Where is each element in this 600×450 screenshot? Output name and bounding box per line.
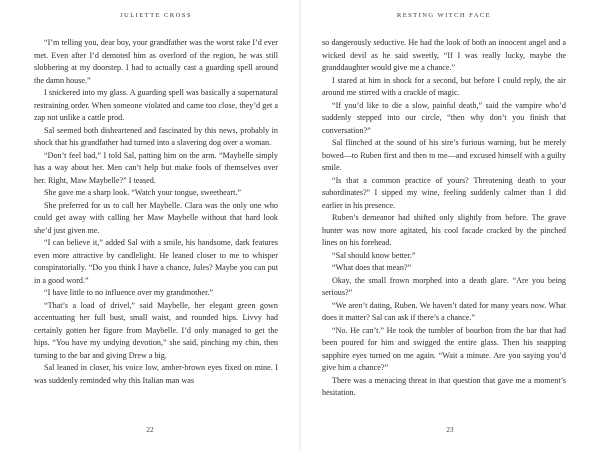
paragraph: “That’s a load of drivel,” said Maybelle, her elegant green gown accentuating her full bust, small waist, and rounded hips. Livvy had certainly gotten her figure from Maybelle. I’d only managed to get the hips. “You have my undying devotion,” she said, pinching my chin, then turning to the bar and giving Drew a big.: [34, 300, 278, 360]
paragraph: Okay, the small frown morphed into a death glare. “Are you being serious?”: [322, 275, 566, 297]
paragraph: “What does that mean?”: [332, 263, 412, 272]
right-page-body: [322, 37, 566, 397]
paragraph: She gave me a sharp look. “Watch your tongue, sweetheart.”: [44, 188, 241, 197]
paragraph-continued: so dangerously seductive. He had the look of both an innocent angel and a wicked devil as he said sweetly, “If I was really lucky, maybe the granddaughter would give me a chance.”: [322, 38, 566, 72]
paragraph: I snickered into my glass. A guarding spell was basically a supernatural restraining order. When someone violated and came too close, they’d get a zap not unlike a cattle prod.: [34, 88, 278, 122]
paragraph: I stared at him in shock for a second, but before I could reply, the air around me stirred with a crackle of magic.: [322, 75, 566, 97]
paragraph: Ruben’s demeanor had shifted only slightly from before. The grave hunter was now more agitated, his cool facade cracked by the pinched lines on his forehead.: [322, 213, 566, 247]
paragraph: There was a menacing threat in that question that gave me a moment’s hesitation.: [322, 375, 566, 397]
paragraph: “No. He can’t.” He took the tumbler of bourbon from the bar that had been poured for him and swigged the entire glass. Then his snapping sapphire eyes turned on me again. “Wait a minute. Are you saying you’d give him a chance?”: [322, 325, 566, 372]
running-head-title: RESTING WITCH FACE: [396, 12, 492, 19]
paragraph: Sal seemed both disheartened and fascinated by this news, probably in shock that his grandfather had turned into a slavering dog over a woman.: [34, 125, 278, 147]
right-page: [300, 0, 600, 450]
page-number-left: 22: [146, 426, 154, 434]
left-page-body: [34, 37, 278, 385]
paragraph: Sal flinched at the sound of his sire’s furious warning, but he merely bowed—to Ruben first and then to me—and excused himself with a guilty smile.: [322, 138, 566, 172]
paragraph: “If you’d like to die a slow, painful death,” said the vampire who’d suddenly stepped into our circle, “then why don’t you finish that conversation?”: [322, 100, 566, 135]
paragraph: “I’m telling you, dear boy, your grandfather was the worst rake I’d ever met. Even after I’d demoted him as overlord of the region, he was still slobbering at my doorstep. I had to actually cast a guarding spell around the damn house.”: [34, 38, 278, 85]
paragraph: “I can believe it,” added Sal with a smile, his handsome, dark features even more attractive by candlelight. He leaned closer to me to whisper conspiratorially. “Do you think I have a chance, Jules? Maybe you can put in a good word.”: [34, 238, 278, 285]
paragraph: “Don’t feel bad,” I told Sal, patting him on the arm. “Maybelle simply has a way about her. Men can’t help but make fools of themselves over her. Right, Maw Maybelle?” I teased.: [34, 150, 278, 185]
paragraph: “We aren’t dating, Ruben. We haven’t dated for many years now. What does it matter? Sal can ask if there’s a chance.”: [322, 300, 566, 322]
paragraph: She preferred for us to call her Maybelle. Clara was the only one who could get away with calling her Maw Maybelle without that hard look she’d just given me.: [34, 200, 278, 235]
paragraph: “Sal should know better.”: [332, 250, 416, 260]
paragraph: “Is that a common practice of yours? Threatening death to your subordinates?” I sipped my wine, feeling suddenly calmer than I did earlier in his presence.: [322, 175, 566, 210]
running-head-author: JULIETTE CROSS: [120, 12, 192, 19]
paragraph: “I have little to no influence over my grandmother.”: [44, 288, 213, 297]
paragraph: Sal leaned in closer, his voice low, amber-brown eyes fixed on mine. I was suddenly reminded why this Italian man was: [34, 363, 278, 385]
page-number-right: 23: [446, 426, 454, 434]
